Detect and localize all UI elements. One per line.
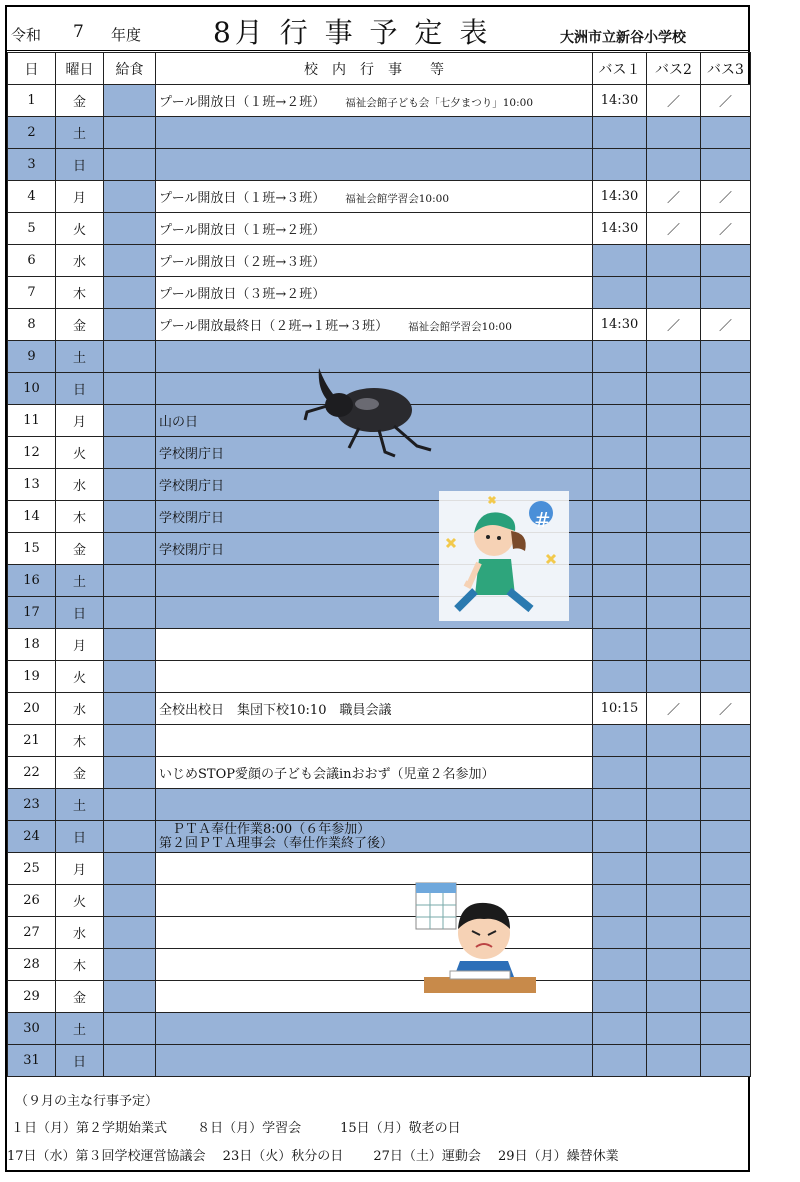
event-cell — [156, 1013, 593, 1045]
bus2-cell — [647, 437, 701, 469]
meal-cell — [104, 693, 156, 725]
day-cell: 24 — [8, 821, 56, 853]
day-cell: 25 — [8, 853, 56, 885]
header-row — [8, 53, 751, 85]
era-label: 令和 — [11, 26, 42, 44]
bus2-cell — [647, 373, 701, 405]
day-cell: 27 — [8, 917, 56, 949]
event-cell — [156, 661, 593, 693]
meal-cell — [104, 501, 156, 533]
bus1-cell — [593, 245, 647, 277]
no-service-slash: ／ — [666, 191, 680, 206]
bus1-cell: 14:30 — [593, 85, 647, 117]
weekday-cell: 木 — [56, 725, 104, 757]
weekday-cell: 水 — [56, 469, 104, 501]
day-cell: 8 — [8, 309, 56, 341]
table-row — [8, 469, 751, 501]
beetle-illustration — [299, 360, 439, 460]
bus3-cell — [701, 757, 751, 789]
table-row — [8, 757, 751, 789]
bus2-cell — [647, 661, 701, 693]
bus3-cell — [701, 1013, 751, 1045]
meal-cell — [104, 373, 156, 405]
event-note: 福祉会館子ども会「七夕まつり」10:00 — [345, 97, 534, 109]
bus1-cell — [593, 885, 647, 917]
table-row — [8, 853, 751, 885]
bus3-cell — [701, 693, 751, 725]
event-cell — [156, 181, 593, 213]
bus2-cell — [647, 501, 701, 533]
meal-cell — [104, 789, 156, 821]
bus1-cell — [593, 981, 647, 1013]
day-cell: 28 — [8, 949, 56, 981]
weekday-cell: 金 — [56, 757, 104, 789]
weekday-cell: 土 — [56, 117, 104, 149]
col-day: 日 — [8, 53, 56, 85]
day-cell: 23 — [8, 789, 56, 821]
bus2-cell — [647, 981, 701, 1013]
bus2-cell — [647, 629, 701, 661]
year-number: 7 — [73, 22, 84, 42]
event-note: 福祉会館学習会10:00 — [408, 321, 512, 333]
table-row — [8, 597, 751, 629]
day-cell: 1 — [8, 85, 56, 117]
weekday-cell: 日 — [56, 149, 104, 181]
event-text: プール開放日（１班→２班） — [159, 223, 326, 238]
bus3-cell — [701, 565, 751, 597]
event-text: 山の日 — [159, 415, 199, 430]
bus3-cell — [701, 597, 751, 629]
school-name: 大洲市立新谷小学校 — [560, 30, 686, 46]
bus2-cell — [647, 341, 701, 373]
meal-cell — [104, 725, 156, 757]
no-service-slash: ／ — [718, 703, 732, 718]
weekday-cell: 木 — [56, 277, 104, 309]
event-text: 学校閉庁日 — [159, 511, 225, 526]
weekday-cell: 月 — [56, 181, 104, 213]
bus2-cell — [647, 85, 701, 117]
bus2-cell — [647, 821, 701, 853]
bus1-cell — [593, 373, 647, 405]
weekday-cell: 水 — [56, 245, 104, 277]
day-cell: 14 — [8, 501, 56, 533]
table-row — [8, 533, 751, 565]
col-events: 校 内 行 事 等 — [156, 53, 593, 85]
svg-text:#: # — [534, 508, 551, 532]
event-note: 福祉会館学習会10:00 — [345, 193, 450, 205]
no-service-slash: ／ — [718, 319, 732, 334]
day-cell: 13 — [8, 469, 56, 501]
table-row — [8, 181, 751, 213]
bus1-cell — [593, 405, 647, 437]
bus3-cell — [701, 469, 751, 501]
bus1-cell: 14:30 — [593, 213, 647, 245]
weekday-cell: 日 — [56, 373, 104, 405]
table-row — [8, 949, 751, 981]
table-row — [8, 917, 751, 949]
bus2-cell — [647, 405, 701, 437]
title-row — [7, 7, 748, 51]
event-cell — [156, 821, 593, 853]
table-row — [8, 725, 751, 757]
bus3-cell — [701, 85, 751, 117]
meal-cell — [104, 469, 156, 501]
bus2-cell — [647, 149, 701, 181]
footer-line-1: １日（月）第２学期始業式 ８日（月）学習会 15日（月）敬老の日 — [11, 1121, 461, 1136]
col-weekday: 曜日 — [56, 53, 104, 85]
table-row — [8, 565, 751, 597]
bus1-cell — [593, 533, 647, 565]
meal-cell — [104, 757, 156, 789]
event-text: プール開放日（３班→２班） — [159, 287, 326, 302]
bus3-cell — [701, 789, 751, 821]
bus1-cell — [593, 821, 647, 853]
no-service-slash: ／ — [718, 95, 732, 110]
meal-cell — [104, 853, 156, 885]
table-row — [8, 1013, 751, 1045]
bus1-cell — [593, 149, 647, 181]
bus1-cell — [593, 1013, 647, 1045]
col-bus1: バス１ — [593, 53, 647, 85]
meal-cell — [104, 213, 156, 245]
event-cell — [156, 693, 593, 725]
bus3-cell — [701, 949, 751, 981]
table-row — [8, 149, 751, 181]
bus2-cell — [647, 565, 701, 597]
bus1-cell — [593, 277, 647, 309]
bus1-cell — [593, 949, 647, 981]
bus1-cell — [593, 565, 647, 597]
table-row — [8, 1045, 751, 1077]
event-cell — [156, 213, 593, 245]
bus2-cell — [647, 245, 701, 277]
day-cell: 3 — [8, 149, 56, 181]
bus2-cell — [647, 213, 701, 245]
event-cell — [156, 85, 593, 117]
bus2-cell — [647, 181, 701, 213]
bus2-cell — [647, 469, 701, 501]
day-cell: 31 — [8, 1045, 56, 1077]
meal-cell — [104, 885, 156, 917]
event-text: ＰＴＡ奉仕作業8:00（６年参加） — [159, 821, 371, 837]
event-cell — [156, 789, 593, 821]
bus1-cell — [593, 757, 647, 789]
event-cell — [156, 629, 593, 661]
bus2-cell — [647, 853, 701, 885]
event-cell — [156, 309, 593, 341]
bus3-cell — [701, 245, 751, 277]
bus3-cell — [701, 885, 751, 917]
weekday-cell: 火 — [56, 885, 104, 917]
bus2-cell — [647, 533, 701, 565]
weekday-cell: 月 — [56, 853, 104, 885]
bus3-cell — [701, 437, 751, 469]
table-row — [8, 693, 751, 725]
bus3-cell — [701, 213, 751, 245]
weekday-cell: 土 — [56, 341, 104, 373]
weekday-cell: 金 — [56, 533, 104, 565]
schedule-table — [7, 52, 751, 1077]
bus3-cell — [701, 661, 751, 693]
no-service-slash: ／ — [666, 95, 680, 110]
weekday-cell: 月 — [56, 405, 104, 437]
bus1-cell — [593, 341, 647, 373]
weekday-cell: 火 — [56, 437, 104, 469]
bus3-cell — [701, 373, 751, 405]
bus1-cell — [593, 917, 647, 949]
table-row — [8, 885, 751, 917]
day-cell: 21 — [8, 725, 56, 757]
event-cell — [156, 245, 593, 277]
meal-cell — [104, 309, 156, 341]
bus3-cell — [701, 277, 751, 309]
bus3-cell — [701, 821, 751, 853]
table-row — [8, 789, 751, 821]
bus1-cell — [593, 1045, 647, 1077]
page-title: 8月 行 事 予 定 表 — [213, 16, 492, 49]
meal-cell — [104, 149, 156, 181]
meal-cell — [104, 341, 156, 373]
table-row — [8, 309, 751, 341]
day-cell: 20 — [8, 693, 56, 725]
studying-boy-illustration — [410, 877, 540, 1005]
event-text: プール開放最終日（２班→１班→３班） — [159, 319, 389, 334]
bus3-cell — [701, 629, 751, 661]
meal-cell — [104, 949, 156, 981]
bus2-cell — [647, 725, 701, 757]
bus2-cell — [647, 789, 701, 821]
no-service-slash: ／ — [666, 319, 680, 334]
day-cell: 5 — [8, 213, 56, 245]
bus3-cell — [701, 533, 751, 565]
day-cell: 9 — [8, 341, 56, 373]
day-cell: 17 — [8, 597, 56, 629]
schedule-sheet — [5, 5, 750, 1172]
bus1-cell: 14:30 — [593, 181, 647, 213]
meal-cell — [104, 981, 156, 1013]
col-bus2: バス2 — [647, 53, 701, 85]
bus3-cell — [701, 341, 751, 373]
table-row — [8, 117, 751, 149]
bus2-cell — [647, 1013, 701, 1045]
table-row — [8, 213, 751, 245]
weekday-cell: 水 — [56, 917, 104, 949]
bus1-cell — [593, 117, 647, 149]
day-cell: 4 — [8, 181, 56, 213]
day-cell: 26 — [8, 885, 56, 917]
bus2-cell — [647, 693, 701, 725]
weekday-cell: 金 — [56, 85, 104, 117]
footer-line-2: 17日（水）第３回学校運営協議会 23日（火）秋分の日 27日（土）運動会 29日（月）繰替休業 — [7, 1149, 619, 1164]
day-cell: 19 — [8, 661, 56, 693]
col-bus3: バス3 — [701, 53, 751, 85]
bus1-cell: 14:30 — [593, 309, 647, 341]
table-row — [8, 821, 751, 853]
fiscal-year-label: 年度 — [111, 26, 142, 44]
weekday-cell: 金 — [56, 309, 104, 341]
table-row — [8, 277, 751, 309]
bus3-cell — [701, 149, 751, 181]
footer-heading: （９月の主な行事予定） — [15, 1094, 159, 1109]
day-cell: 22 — [8, 757, 56, 789]
event-text: 学校閉庁日 — [159, 479, 225, 494]
event-text-2: 第２回ＰＴＡ理事会（奉仕作業終了後） — [159, 835, 394, 851]
day-cell: 15 — [8, 533, 56, 565]
bus2-cell — [647, 917, 701, 949]
schedule-body — [8, 85, 751, 1077]
table-row — [8, 661, 751, 693]
weekday-cell: 土 — [56, 789, 104, 821]
meal-cell — [104, 597, 156, 629]
weekday-cell: 木 — [56, 949, 104, 981]
bus2-cell — [647, 277, 701, 309]
weekday-cell: 火 — [56, 661, 104, 693]
footer-september-events — [7, 1084, 748, 1174]
weekday-cell: 水 — [56, 693, 104, 725]
bus3-cell — [701, 853, 751, 885]
day-cell: 6 — [8, 245, 56, 277]
bus3-cell — [701, 981, 751, 1013]
event-cell — [156, 149, 593, 181]
bus1-cell — [593, 725, 647, 757]
event-text: プール開放日（１班→３班） — [159, 191, 326, 206]
bus1-cell: 10:15 — [593, 693, 647, 725]
weekday-cell: 木 — [56, 501, 104, 533]
day-cell: 16 — [8, 565, 56, 597]
bus1-cell — [593, 501, 647, 533]
bus1-cell — [593, 853, 647, 885]
event-text: 学校閉庁日 — [159, 543, 225, 558]
bus3-cell — [701, 181, 751, 213]
bus3-cell — [701, 917, 751, 949]
meal-cell — [104, 437, 156, 469]
weekday-cell: 金 — [56, 981, 104, 1013]
meal-cell — [104, 565, 156, 597]
meal-cell — [104, 533, 156, 565]
weekday-cell: 月 — [56, 629, 104, 661]
bus1-cell — [593, 437, 647, 469]
day-cell: 10 — [8, 373, 56, 405]
event-cell — [156, 117, 593, 149]
table-row — [8, 85, 751, 117]
day-cell: 2 — [8, 117, 56, 149]
meal-cell — [104, 1045, 156, 1077]
weekday-cell: 日 — [56, 1045, 104, 1077]
bus3-cell — [701, 725, 751, 757]
meal-cell — [104, 277, 156, 309]
bus2-cell — [647, 757, 701, 789]
bus3-cell — [701, 117, 751, 149]
meal-cell — [104, 117, 156, 149]
meal-cell — [104, 821, 156, 853]
meal-cell — [104, 181, 156, 213]
day-cell: 11 — [8, 405, 56, 437]
no-service-slash: ／ — [666, 223, 680, 238]
bus2-cell — [647, 885, 701, 917]
day-cell: 30 — [8, 1013, 56, 1045]
waving-boy-illustration — [439, 491, 569, 621]
weekday-cell: 火 — [56, 213, 104, 245]
bus3-cell — [701, 405, 751, 437]
bus2-cell — [647, 949, 701, 981]
bus3-cell — [701, 309, 751, 341]
bus1-cell — [593, 597, 647, 629]
day-cell: 29 — [8, 981, 56, 1013]
no-service-slash: ／ — [718, 191, 732, 206]
no-service-slash: ／ — [718, 223, 732, 238]
meal-cell — [104, 245, 156, 277]
col-meal: 給食 — [104, 53, 156, 85]
event-text: 全校出校日 集団下校10:10 職員会議 — [159, 703, 392, 718]
bus1-cell — [593, 629, 647, 661]
bus3-cell — [701, 501, 751, 533]
bus1-cell — [593, 789, 647, 821]
meal-cell — [104, 405, 156, 437]
event-text: プール開放日（２班→３班） — [159, 255, 326, 270]
table-row — [8, 501, 751, 533]
meal-cell — [104, 917, 156, 949]
event-cell — [156, 1045, 593, 1077]
day-cell: 18 — [8, 629, 56, 661]
bus2-cell — [647, 309, 701, 341]
table-row — [8, 981, 751, 1013]
weekday-cell: 土 — [56, 1013, 104, 1045]
day-cell: 12 — [8, 437, 56, 469]
weekday-cell: 日 — [56, 597, 104, 629]
weekday-cell: 土 — [56, 565, 104, 597]
no-service-slash: ／ — [666, 703, 680, 718]
event-text: いじめSTOP愛顔の子ども会議inおおず（児童２名参加） — [159, 767, 495, 782]
event-cell — [156, 725, 593, 757]
event-cell — [156, 277, 593, 309]
event-cell — [156, 757, 593, 789]
event-text: 学校閉庁日 — [159, 447, 225, 462]
meal-cell — [104, 661, 156, 693]
event-text: プール開放日（１班→２班） — [159, 95, 326, 110]
meal-cell — [104, 629, 156, 661]
table-row — [8, 245, 751, 277]
bus1-cell — [593, 469, 647, 501]
meal-cell — [104, 85, 156, 117]
bus1-cell — [593, 661, 647, 693]
weekday-cell: 日 — [56, 821, 104, 853]
bus2-cell — [647, 597, 701, 629]
bus3-cell — [701, 1045, 751, 1077]
meal-cell — [104, 1013, 156, 1045]
bus2-cell — [647, 117, 701, 149]
table-row — [8, 629, 751, 661]
day-cell: 7 — [8, 277, 56, 309]
bus2-cell — [647, 1045, 701, 1077]
